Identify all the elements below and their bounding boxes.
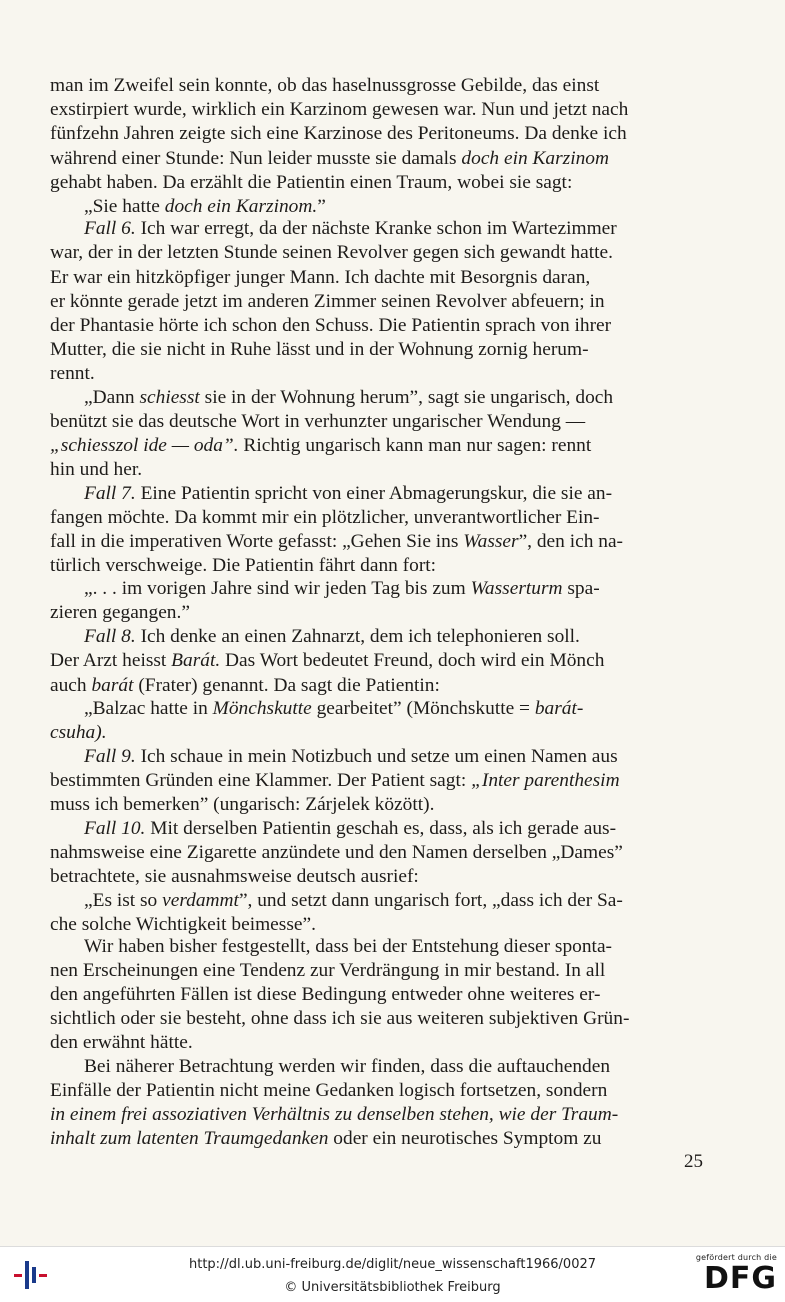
italic-text: doch ein Karzinom (461, 148, 610, 169)
text-line (50, 314, 693, 338)
dfg-caption: gefördert durch die (695, 1253, 777, 1262)
text-line (84, 817, 693, 841)
text-run: „Dann (84, 387, 140, 408)
text-run: fall in die imperativen Worte gefasst: „Gehen Sie ins (50, 531, 464, 552)
dfg-logo (693, 1253, 777, 1299)
text-run: betrachtete, sie ausnahmsweise deutsch ausrief: (50, 866, 419, 887)
text-run: „. . . im vorigen Jahre sind wir jeden Tag bis zum (84, 578, 471, 599)
text-run: che solche Wichtigkeit beimesse”. (50, 914, 316, 935)
text-run: oder ein neurotisches Symptom zu (328, 1128, 602, 1149)
text-run: fünfzehn Jahren zeigte sich eine Karzinose des Peritoneums. Da denke ich (50, 123, 627, 144)
text-run: Eine Patientin spricht von einer Abmagerungskur, die sie an- (135, 483, 613, 504)
text-run: Ich schaue in mein Notizbuch und setze um einen Namen aus (135, 746, 618, 767)
text-line (50, 74, 693, 98)
text-run: benützt sie das deutsche Wort in verhunzter ungarischer Wendung — (50, 411, 586, 432)
text-run: während einer Stunde: Nun leider musste sie damals (50, 148, 462, 169)
text-line (50, 674, 693, 698)
text-line (84, 386, 693, 410)
text-run: man im Zweifel sein konnte, ob das haselnussgrosse Gebilde, das einst (50, 75, 600, 96)
text-line (50, 290, 693, 314)
italic-text: Fall 9. (84, 746, 136, 767)
text-run: spa- (562, 578, 600, 599)
text-run: gehabt haben. Da erzählt die Patientin einen Traum, wobei sie sagt: (50, 172, 573, 193)
text-run: Ich war erregt, da der nächste Kranke schon im Wartezimmer (135, 218, 617, 239)
text-line (50, 1103, 693, 1127)
text-run: Der Arzt heisst (50, 650, 172, 671)
italic-text: csuha). (50, 722, 107, 743)
text-run: „Balzac hatte in (84, 698, 213, 719)
text-line (50, 338, 693, 362)
text-line (84, 889, 693, 913)
italic-text: verdammt (162, 890, 239, 911)
text-run: rennt. (50, 363, 95, 384)
text-line (50, 266, 693, 290)
text-run: Einfälle der Patientin nicht meine Gedanken logisch fortsetzen, sondern (50, 1080, 608, 1101)
text-line (50, 1079, 693, 1103)
italic-text: Barát. (171, 650, 221, 671)
text-line (50, 362, 693, 386)
copyright-notice: © Universitätsbibliothek Freiburg (284, 1280, 501, 1295)
text-line (50, 241, 693, 265)
text-run: Mit derselben Patientin geschah es, dass, als ich gerade aus- (145, 818, 617, 839)
text-line (50, 530, 693, 554)
text-run: fangen möchte. Da kommt mir ein plötzlicher, unverantwortlicher Ein- (50, 507, 600, 528)
italic-text: „schiesszol ide — oda”. (50, 435, 239, 456)
text-run: ”, und setzt dann ungarisch fort, „dass ich der Sa- (238, 890, 623, 911)
text-run: der Phantasie hörte ich schon den Schuss. Die Patientin sprach von ihrer (50, 315, 612, 336)
text-line (50, 865, 693, 889)
viewer-footer (0, 1246, 785, 1302)
text-line (50, 171, 693, 195)
text-run: gearbeitet” (Mönchskutte = (311, 698, 535, 719)
italic-text: barát (91, 675, 134, 696)
text-line (84, 745, 693, 769)
text-run: Mutter, die sie nicht in Ruhe lässt und in der Wohnung zornig herum- (50, 339, 589, 360)
text-run: Er war ein hitzköpfiger junger Mann. Ich dachte mit Besorgnis daran, (50, 267, 591, 288)
text-line (50, 147, 693, 171)
text-run: Bei näherer Betrachtung werden wir finden, dass die auftauchenden (84, 1056, 611, 1077)
text-line (50, 959, 693, 983)
italic-text: Wasserturm (470, 578, 563, 599)
text-line (50, 913, 693, 937)
text-run: Das Wort bedeutet Freund, doch wird ein Mönch (220, 650, 605, 671)
text-line (50, 601, 693, 625)
italic-text: „Inter parenthesim (471, 770, 620, 791)
italic-text: Wasser (463, 531, 519, 552)
italic-text: in einem frei assoziativen Verhältnis zu denselben stehen, wie der Traum- (50, 1104, 619, 1125)
text-run: exstirpiert wurde, wirklich ein Karzinom gewesen war. Nun und jetzt nach (50, 99, 629, 120)
italic-text: Mönchskutte (212, 698, 312, 719)
text-run: sie in der Wohnung herum”, sagt sie ungarisch, doch (199, 387, 614, 408)
text-run: ”, den ich na- (518, 531, 624, 552)
text-run: hin und her. (50, 459, 143, 480)
text-run: auch (50, 675, 92, 696)
italic-text: doch ein Karzinom. (164, 196, 318, 217)
text-line (84, 482, 693, 506)
text-line (50, 98, 693, 122)
text-line (84, 697, 693, 721)
italic-text: Fall 6. (84, 218, 136, 239)
text-line (50, 983, 693, 1007)
text-run: bestimmten Gründen eine Klammer. Der Patient sagt: (50, 770, 472, 791)
italic-text: barát- (534, 698, 584, 719)
text-line (50, 410, 693, 434)
text-line (84, 935, 693, 959)
text-line (84, 1055, 693, 1079)
text-line (50, 721, 693, 745)
italic-text: Fall 8. (84, 626, 136, 647)
text-line (50, 1127, 693, 1151)
text-run: den erwähnt hätte. (50, 1032, 193, 1053)
text-line (50, 1007, 693, 1031)
page-number: 25 (684, 1151, 703, 1172)
text-run: nen Erscheinungen eine Tendenz zur Verdrängung in mir bestand. In all (50, 960, 606, 981)
text-run: Richtig ungarisch kann man nur sagen: rennt (238, 435, 592, 456)
text-line (50, 1031, 693, 1055)
italic-text: Fall 7. (84, 483, 136, 504)
text-line (50, 506, 693, 530)
italic-text: schiesst (139, 387, 200, 408)
italic-text: inhalt zum latenten Traumgedanken (50, 1128, 329, 1149)
text-line (50, 434, 693, 458)
text-line (84, 577, 693, 601)
text-run: muss ich bemerken” (ungarisch: Zárjelek között). (50, 794, 435, 815)
text-line (50, 458, 693, 482)
text-run: türlich verschweige. Die Patientin fährt dann fort: (50, 555, 437, 576)
text-line (50, 793, 693, 817)
text-run: Ich denke an einen Zahnarzt, dem ich telephonieren soll. (135, 626, 580, 647)
text-line (50, 649, 693, 673)
text-run: er könnte gerade jetzt im anderen Zimmer seinen Revolver abfeuern; in (50, 291, 605, 312)
text-line (84, 217, 693, 241)
text-line (50, 122, 693, 146)
text-run: sichtlich oder sie besteht, ohne dass ich sie aus weiteren subjektiven Grün- (50, 1008, 630, 1029)
text-run: „Es ist so (84, 890, 163, 911)
text-run: (Frater) genannt. Da sagt die Patientin: (133, 675, 440, 696)
italic-text: Fall 10. (84, 818, 146, 839)
permalink-url[interactable]: http://dl.ub.uni-freiburg.de/diglit/neue_wissenschaft1966/0027 (188, 1257, 597, 1272)
text-run: den angeführten Fällen ist diese Bedingung entweder ohne weiteres er- (50, 984, 601, 1005)
text-line (84, 195, 693, 219)
text-run: „Sie hatte (84, 196, 165, 217)
text-run: nahmsweise eine Zigarette anzündete und den Namen derselben „Dames” (50, 842, 623, 863)
text-run: Wir haben bisher festgestellt, dass bei der Entstehung dieser sponta- (84, 936, 613, 957)
text-run: zieren gegangen.” (50, 602, 190, 623)
text-line (50, 841, 693, 865)
text-run: ” (317, 196, 326, 217)
text-line (84, 625, 693, 649)
text-line (50, 769, 693, 793)
text-line (50, 554, 693, 578)
dfg-mark: DFG (703, 1261, 777, 1296)
text-run: war, der in der letzten Stunde seinen Revolver gegen sich gewandt hatte. (50, 242, 613, 263)
